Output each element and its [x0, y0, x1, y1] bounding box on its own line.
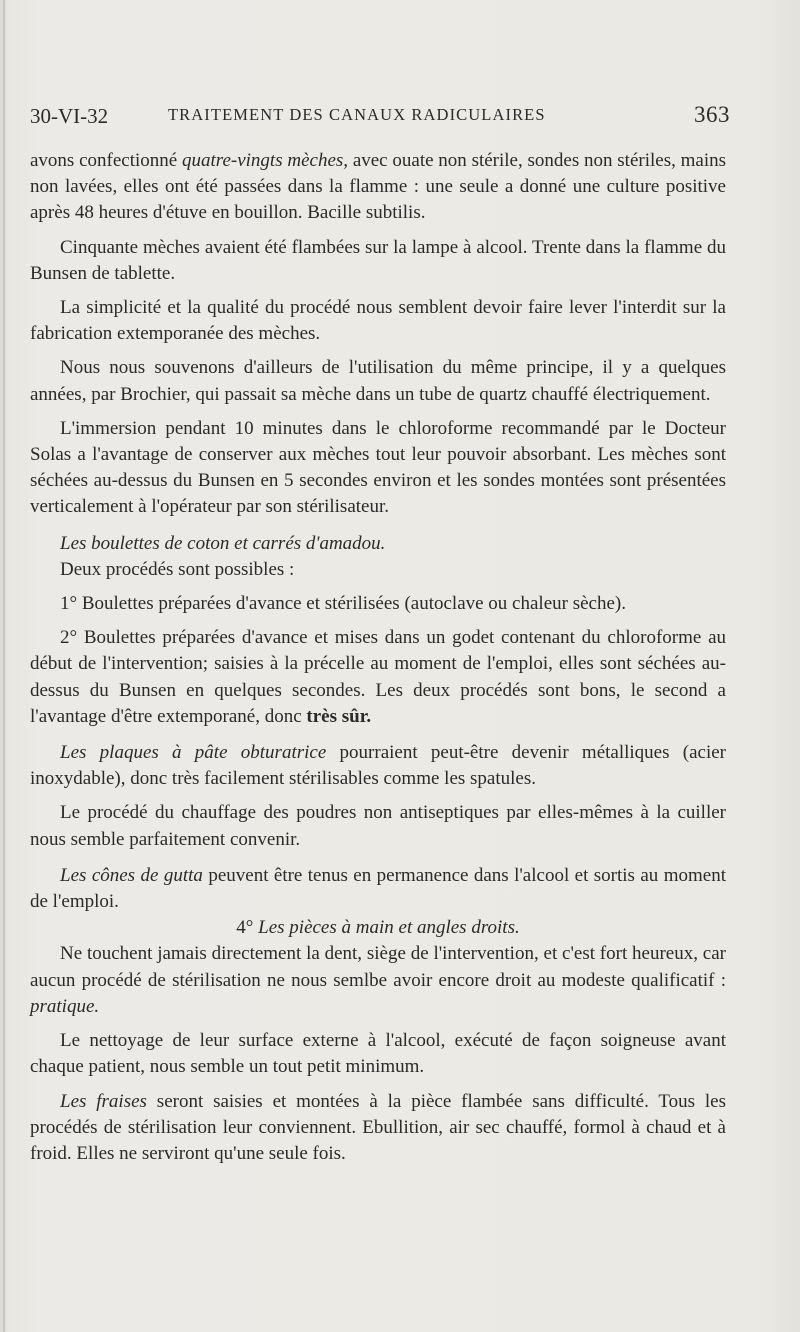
- paragraph-quatre-vingts-meches: [30, 148, 726, 227]
- italic-run: Les fraises: [60, 1090, 147, 1112]
- paragraph-procede-1: 1° Boulettes préparées d'avance et stérilisées (autoclave ou chaleur sèche).: [60, 593, 626, 615]
- paragraph-simplicite: La simplicité et la qualité du procédé nous semblent devoir faire lever l'interdit sur la fabrication extemporanée des mèches.: [30, 297, 726, 345]
- body-text: [30, 148, 726, 1167]
- text-run: 2° Boulettes préparées d'avance et mises dans un godet contenant du chloroforme au début de l'intervention; saisies à la précelle au moment de l'emploi, elles sont séchées au-dessus du Bunsen en quelques secondes. Les deux procédés sont bons, le second a l'avantage d'être extemporané, donc: [30, 627, 726, 727]
- text-run: Ne touchent jamais directement la dent, siège de l'intervention, et c'est fort heureux, car aucun procédé de stérilisation ne nous semlbe avoir encore droit au modeste qualificatif :: [30, 943, 726, 991]
- running-header: [30, 100, 730, 132]
- italic-run: pratique.: [30, 995, 100, 1017]
- paragraph-nettoyage: Le nettoyage de leur surface externe à l'alcool, exécuté de façon soigneuse avant chaque patient, nous semble un tout petit minimum.: [30, 1030, 726, 1078]
- paragraph-immersion: L'immersion pendant 10 minutes dans le chloroforme recommandé par le Docteur Solas a l'avantage de conserver aux mèches tout leur pouvoir absorbant. Les mèches sont séchées au-dessus du Bunsen en 5 secondes environ et les sondes montées sont présentées verticalement à l'opérateur par son stérilisateur.: [30, 417, 726, 518]
- paragraph-plaques: [30, 740, 726, 792]
- text-run: avec ouate non stérile, sondes non stériles, mains non lavées, elles ont été passées dans la flamme : une seule a donné une culture positive après 48 heures d'étuve en bouillon. Bacille subtilis.: [30, 150, 726, 224]
- text-run: pourraient peut-être devenir métalliques (acier inoxydable), donc très facilement stérilisables comme les spatules.: [30, 742, 726, 790]
- text-run: seront saisies et montées à la pièce flambée sans difficulté. Tous les procédés de stérilisation leur conviennent. Ebullition, air sec chauffé, formol à chaud et à froid. Elles ne serviront qu'une seule fois.: [30, 1090, 726, 1164]
- text-run: avons confectionné: [30, 150, 182, 171]
- paragraph-fraises: [30, 1089, 726, 1168]
- page-number: 363: [694, 102, 730, 127]
- text-run: peuvent être tenus en permanence dans l'alcool et sortis au moment de l'emploi.: [30, 864, 726, 913]
- binding-edge: [3, 0, 5, 1332]
- text-run: 4°: [236, 917, 259, 939]
- header-title: TRAITEMENT DES CANAUX RADICULAIRES: [168, 105, 546, 124]
- italic-run: Les boulettes de coton et carrés d'amadou.: [60, 532, 386, 554]
- paragraph-brochier: Nous nous souvenons d'ailleurs de l'utilisation du même principe, il y a quelques années, par Brochier, qui passait sa mèche dans un tube de quartz chauffé électriquement.: [30, 357, 726, 405]
- italic-run: Les pièces à main et angles droits.: [258, 917, 520, 939]
- paragraph-procede-2: [30, 625, 726, 730]
- heading-boulettes: [30, 531, 726, 557]
- paragraph-cones-gutta: [30, 863, 726, 915]
- paragraph-cinquante-meches: Cinquante mèches avaient été flambées sur la lampe à alcool. Trente dans la flamme du Bunsen de tablette.: [30, 236, 726, 284]
- paragraph-deux-procedes: Deux procédés sont possibles :: [60, 558, 295, 580]
- italic-run: quatre-vingts mèches,: [181, 150, 349, 171]
- paragraph-ne-touchent: [30, 941, 726, 1020]
- heading-pieces-a-main: [30, 915, 726, 941]
- italic-run: Les cônes de gutta: [60, 864, 203, 886]
- header-date: 30-VI-32: [30, 104, 109, 128]
- paragraph-poudres: Le procédé du chauffage des poudres non antiseptiques par elles-mêmes à la cuiller nous semble parfaitement convenir.: [30, 802, 726, 850]
- bold-run: très sûr.: [306, 705, 372, 727]
- italic-run: Les plaques à pâte obturatrice: [60, 742, 327, 764]
